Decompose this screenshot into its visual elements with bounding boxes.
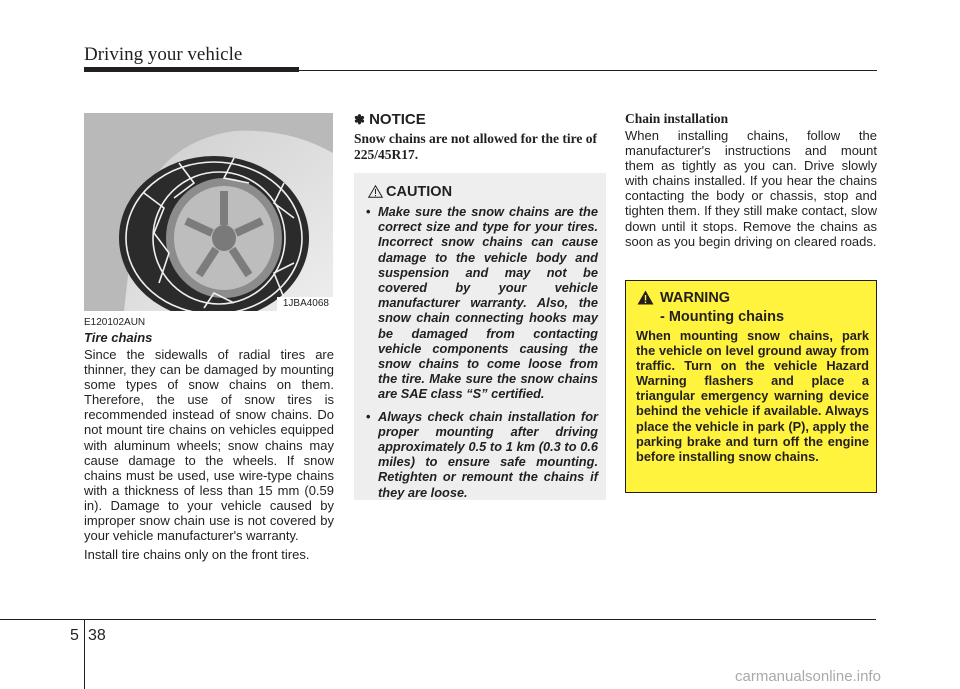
header-bar	[84, 67, 299, 72]
caution-triangle-icon	[368, 185, 383, 198]
warning-triangle-icon	[637, 290, 654, 305]
caution-box	[354, 173, 606, 500]
star-icon: ✽	[354, 112, 365, 127]
running-header-title: Driving your vehicle	[84, 44, 243, 65]
list-item: • Make sure the snow chains are the correct size and type for your tires. Incorrect snow chains can cause damage to the vehicle body and suspension and may not be covered by your vehicle manufacturer warranty. Also, the snow chain connecting hooks may be damaged from contacting vehicle components causing the snow chains to come loose from the tire. Make sure the snow chains are SAE class “S” certified.	[366, 204, 598, 402]
caution-title: CAUTION	[386, 184, 453, 200]
watermark: carmanualsonline.info	[735, 668, 881, 685]
chain-installation-heading: Chain installation	[625, 111, 729, 126]
footer-divider	[84, 619, 85, 689]
warning-box	[625, 280, 877, 493]
image-code: 1JBA4068	[277, 297, 333, 311]
notice-title	[354, 111, 426, 128]
tire-chain-illustration	[84, 113, 333, 311]
notice-label: NOTICE	[369, 111, 426, 128]
section-subtitle: Tire chains	[84, 330, 153, 345]
footer-rule	[0, 619, 876, 620]
tire-chain-photo	[84, 113, 333, 311]
reference-code: E120102AUN	[84, 317, 146, 328]
warning-body: When mounting snow chains, park the vehicle on level ground away from traffic. Turn on the vehicle Hazard Warning flashers and place a triangular emergency warning device behind the vehicle if available. Always place the vehicle in park (P), apply the parking brake and turn off the engine before installing snow chains.	[636, 328, 869, 464]
list-item: • Always check chain installation for proper mounting after driving approximately 0.5 to 1 km (0.3 to 0.6 miles) to ensure safe mounting. Retighten or remount the chains if they are loose.	[366, 409, 598, 500]
tire-chains-body	[84, 347, 334, 566]
notice-body: Snow chains are not allowed for the tire of 225/45R17.	[354, 131, 597, 162]
section-number: 5	[70, 627, 79, 644]
warning-subtitle: - Mounting chains	[660, 309, 785, 325]
paragraph: Install tire chains only on the front tires.	[84, 547, 310, 563]
header-rule	[299, 70, 877, 71]
caution-list	[366, 204, 598, 507]
page-number: 38	[88, 627, 106, 644]
warning-title: WARNING	[660, 290, 731, 306]
paragraph: Since the sidewalls of radial tires are thinner, they can be damaged by mounting some types of snow chains on them. Therefore, the use of snow tires is recommended instead of snow chains. Do not mount tire chains on vehicles equipped with aluminum wheels; snow chains may cause damage to the wheels. If snow chains must be used, use wire-type chains with a thickness of less than 15 mm (0.59 in). Damage to your vehicle caused by improper snow chain use is not covered by your vehicle manufacturer's warranty.	[84, 347, 334, 544]
chain-installation-body: When installing chains, follow the manufacturer's instructions and mount them as tightly as you can. Drive slowly with chains installed. If you hear the chains contacting the body or chassis, stop and tighten them. If they still make contact, slow down until it stops. Remove the chains as soon as you begin driving on cleared roads.	[625, 128, 877, 249]
